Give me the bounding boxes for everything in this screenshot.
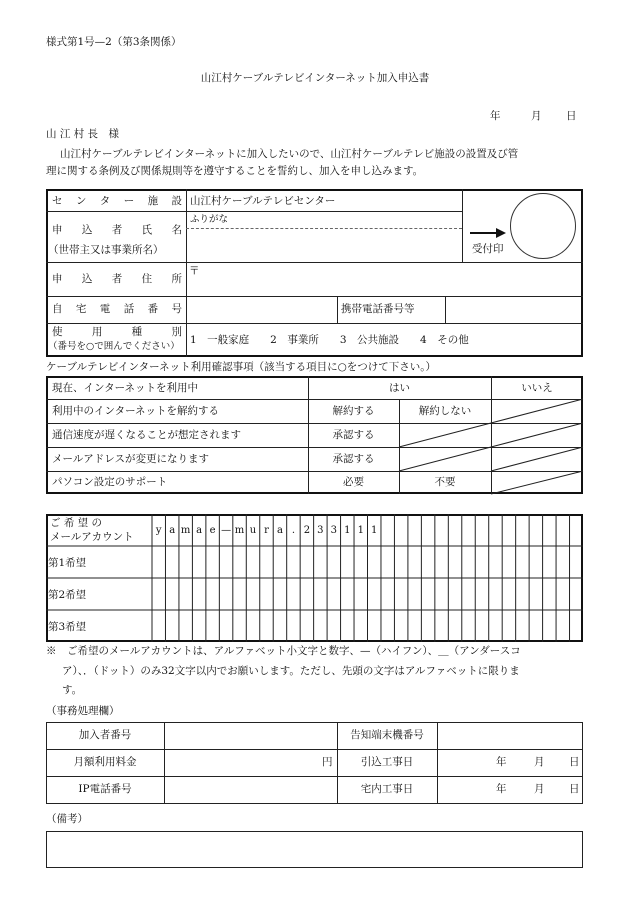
mail-example-char: u — [249, 525, 257, 536]
mail-example-char: 1 — [344, 525, 351, 536]
mail-choice-2: 第2希望 — [48, 589, 87, 601]
mail-example-char: e — [209, 525, 216, 536]
confirm-row-2-a[interactable]: 解約する — [332, 405, 375, 417]
confirm-row-3-label: 通信速度が遅くなることが想定されます — [52, 429, 241, 441]
lead-in-month: 月 — [534, 756, 545, 768]
office-heading: （事務処理欄） — [46, 705, 120, 717]
usage-type-sub: （番号を○で囲んでください） — [48, 341, 180, 352]
mail-header-1: ご 希 望 の — [50, 517, 103, 529]
remarks-box[interactable] — [46, 831, 583, 868]
confirm-row-3-a[interactable]: 承認する — [332, 429, 375, 441]
confirm-row-1-yes[interactable]: はい — [389, 382, 410, 394]
note-line-2: ア）、．（ドット）のみ32文字以内でお願いします。ただし、先頭の文字はアルファベットに限りま — [62, 665, 520, 677]
lead-in-day: 日 — [569, 756, 580, 768]
postal-mark: 〒 — [189, 265, 200, 277]
indoor-date-label: 宅内工事日 — [360, 783, 414, 795]
mail-example-char: — — [221, 525, 232, 536]
ip-phone-label: IP電話番号 — [78, 783, 132, 795]
intro-line-2: 理に関する条例及び関係規則等を遵守することを誓約し、加入を申し込みます。 — [46, 165, 424, 177]
mail-choice-3: 第3希望 — [48, 621, 87, 633]
mail-example-char: r — [264, 525, 269, 536]
lead-in-date-label: 引込工事日 — [360, 756, 414, 768]
lead-in-year: 年 — [496, 756, 507, 768]
date-year: 年 — [490, 110, 501, 122]
date-month: 月 — [531, 110, 542, 122]
addressee: 山 江 村 長 様 — [46, 128, 120, 140]
mail-example-char: a — [169, 525, 176, 536]
confirm-row-5-b[interactable]: 不要 — [434, 476, 456, 488]
mail-example-char: m — [234, 525, 245, 536]
form-number: 様式第1号—2（第3条関係） — [46, 36, 182, 48]
confirm-row-5-a[interactable]: 必要 — [343, 476, 364, 488]
center-facility-value: 山江村ケーブルテレビセンター — [190, 195, 336, 207]
terminal-no-label: 告知端末機番号 — [350, 729, 424, 741]
confirm-row-5-label: パソコン設定のサポート — [52, 476, 168, 488]
mail-example-char: a — [276, 525, 283, 536]
confirm-row-4-a[interactable]: 承認する — [332, 453, 375, 465]
indoor-day: 日 — [569, 783, 580, 795]
mobile-label: 携帯電話番号等 — [341, 303, 415, 315]
confirm-row-2-b[interactable]: 解約しない — [418, 405, 472, 417]
furigana-label: ふりがな — [190, 214, 229, 225]
mail-example-char: 1 — [371, 525, 378, 536]
indoor-month: 月 — [534, 783, 545, 795]
indoor-year: 年 — [496, 783, 507, 795]
note-line-1: ※ ご希望のメールアカウントは、アルファベット小文字と数字、—（ハイフン）、＿（アンダースコ — [46, 645, 521, 657]
mail-example-char: . — [291, 525, 296, 536]
stamp-label: 受付印 — [472, 243, 504, 255]
confirm-heading: ケーブルテレビインターネット利用確認事項（該当する項目に○をつけて下さい。） — [46, 361, 436, 373]
center-facility-label: セ ン タ ー 施 設 — [52, 195, 182, 207]
applicant-name-label: 申 込 者 氏 名 — [52, 224, 182, 236]
intro-line-1: 山江村ケーブルテレビインターネットに加入したいので、山江村ケーブルテレビ施設の設置及び管 — [60, 148, 519, 160]
yen-unit: 円 — [322, 756, 333, 768]
usage-type-label: 使 用 種 別 — [52, 326, 182, 338]
mail-example-char: m — [180, 525, 191, 536]
mail-choice-1: 第1希望 — [48, 557, 87, 569]
confirm-row-1-no[interactable]: いいえ — [521, 382, 553, 394]
confirm-row-4-label: メールアドレスが変更になります — [52, 453, 209, 465]
usage-options[interactable]: 1 一般家庭 2 事業所 3 公共施設 4 その他 — [190, 334, 469, 346]
confirm-row-2-label: 利用中のインターネットを解約する — [52, 405, 220, 417]
mail-example-char: a — [196, 525, 203, 536]
mail-header-2: メールアカウント — [50, 531, 134, 543]
page-title: 山江村ケーブルテレビインターネット加入申込書 — [200, 72, 430, 84]
mail-example-char: 3 — [317, 525, 324, 536]
date-day: 日 — [566, 110, 577, 122]
home-phone-label: 自 宅 電 話 番 号 — [52, 303, 182, 315]
applicant-address-label: 申 込 者 住 所 — [52, 273, 182, 285]
applicant-name-sub: （世帯主又は事業所名） — [48, 244, 164, 256]
member-no-label: 加入者番号 — [78, 729, 132, 741]
mail-example-char: y — [155, 525, 162, 536]
mail-example-char: 3 — [330, 525, 338, 536]
mail-example-char: 2 — [303, 525, 311, 536]
monthly-fee-label: 月額利用料金 — [73, 756, 137, 768]
note-line-3: す。 — [62, 684, 83, 696]
confirm-row-1-label: 現在、インターネットを利用中 — [52, 382, 199, 394]
remarks-heading: （備考） — [46, 813, 88, 825]
mail-example-char: 1 — [357, 525, 364, 536]
